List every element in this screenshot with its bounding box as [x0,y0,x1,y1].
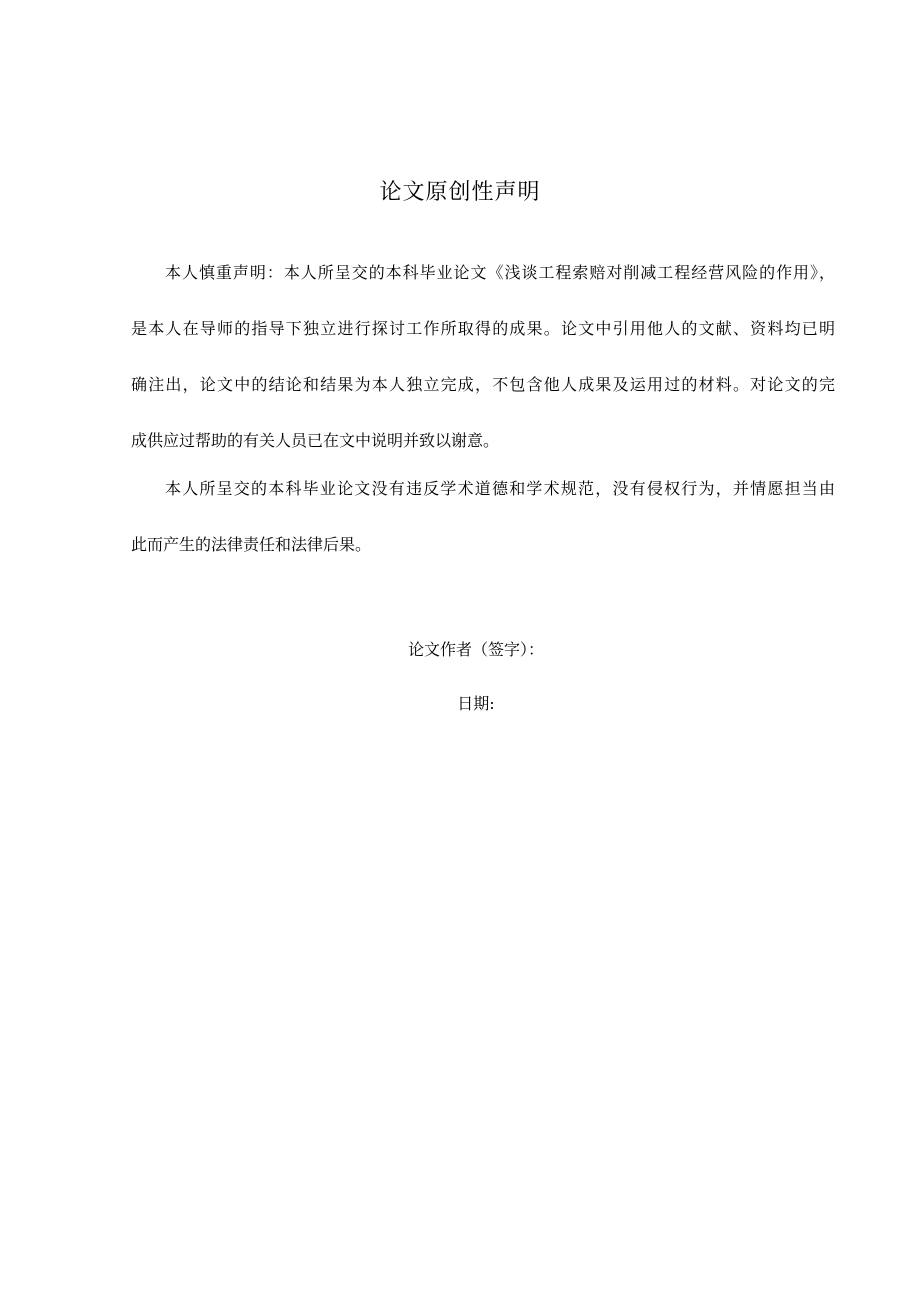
paragraph-line: 确注出，论文中的结论和结果为本人独立完成，不包含他人成果及运用过的材料。对论文的完 [131,375,835,394]
paragraph-line: 是本人在导师的指导下独立进行探讨工作所取得的成果。论文中引用他人的文献、资料均已明 [131,319,835,338]
paragraph-line: 此而产生的法律责任和法律后果。 [131,535,372,554]
declaration-paragraph-2 [131,461,835,573]
paragraph-line: 本人所呈交的本科毕业论文没有违反学术道德和学术规范，没有侵权行为，并情愿担当由 [165,479,835,498]
author-signature-label: 论文作者（签字）： [407,640,544,659]
paragraph-line: 本人慎重声明：本人所呈交的本科毕业论文《浅谈工程索赔对削减工程经营风险的作用》， [165,263,835,282]
paragraph-line: 成供应过帮助的有关人员已在文中说明并致以谢意。 [131,431,500,450]
page-title: 论文原创性声明 [379,180,541,205]
date-label: 日期: [457,694,495,713]
declaration-paragraph-1 [131,245,835,469]
